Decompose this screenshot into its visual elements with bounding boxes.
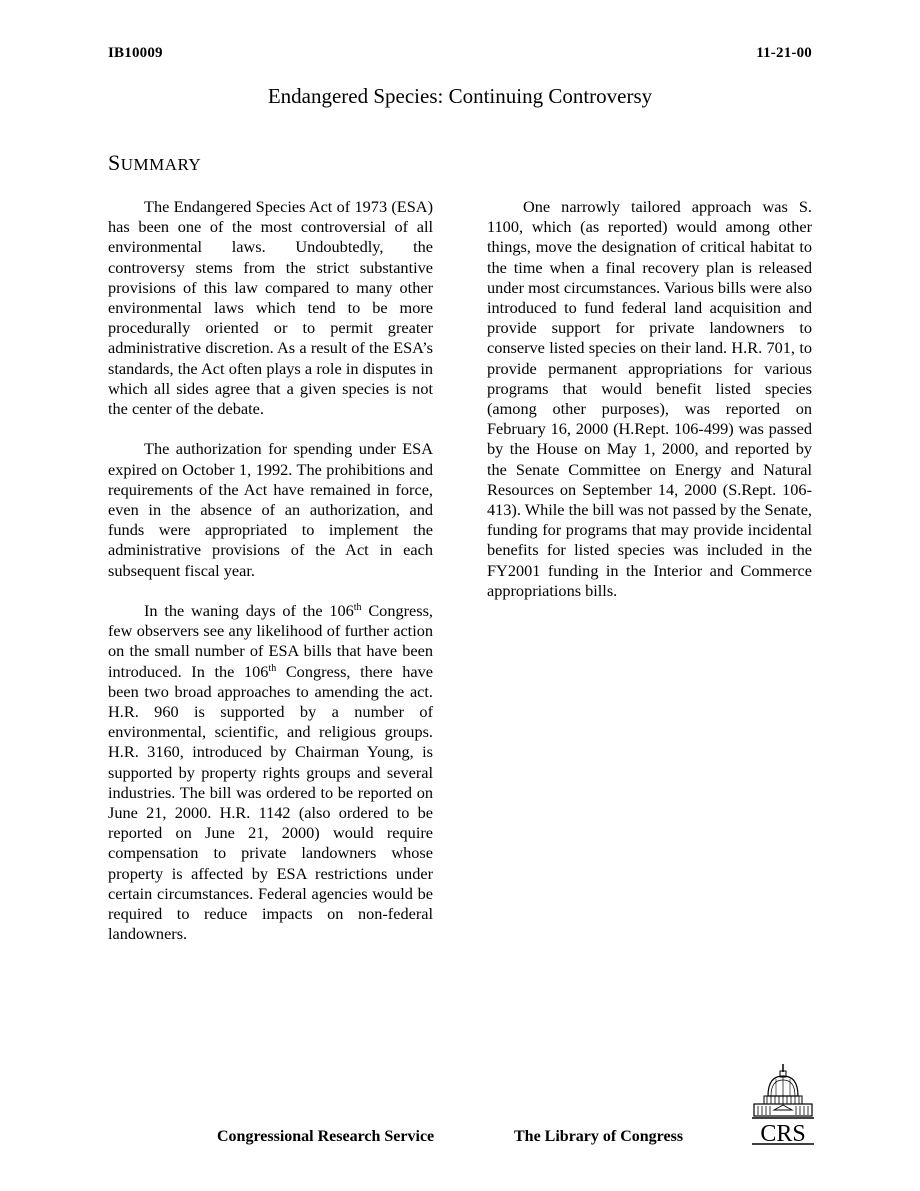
paragraph-tailored-approach: One narrowly tailored approach was S. 1100, which (as reported) would among other things, move the designation of critical habitat to the time when a final recovery plan is released under most circumstances. Various bills were also introduced to fund federal land acquisition and provide support for private landowners to conserve listed species on their land. H.R. 701, to provide permanent appropriations for various programs that would benefit listed species (among other purposes), was reported on February 16, 2000 (H.Rept. 106-499) was passed by the House on May 1, 2000, and reported by the Senate Committee on Energy and Natural Resources on September 14, 2000 (S.Rept. 106-413). While the bill was not passed by the Senate, funding for programs that may provide incidental benefits for listed species was included in the FY2001 funding in the Interior and Commerce appropriations bills. [487, 197, 812, 600]
paragraph-106th-congress [108, 601, 433, 944]
report-date: 11-21-00 [756, 45, 812, 61]
report-id: IB10009 [108, 45, 163, 61]
paragraph-authorization: The authorization for spending under ESA expired on October 1, 1992. The prohibitions and requirements of the Act have remained in force, even in the absence of an authorization, and funds were appropriated to implement the administrative provisions of the Act in each subsequent fiscal year. [108, 439, 433, 580]
heading-initial: S [108, 150, 121, 175]
text-segment: In the waning days of the 106 [144, 601, 354, 621]
crs-capitol-logo [752, 1062, 814, 1146]
heading-rest: UMMARY [120, 155, 202, 174]
left-column [108, 197, 433, 965]
ordinal-suffix: th [268, 662, 277, 674]
text-segment: Congress, there have been two broad approaches to amending the act. H.R. 960 is supported by a number of environmental, scientific, and religious groups. H.R. 3160, introduced by Chairman Young, is supported by property rights groups and several industries. The bill was ordered to be reported on June 21, 2000. H.R. 1142 (also ordered to be reported on June 21, 2000) would require compensation to private landowners whose property is affected by ESA restrictions under certain circumstances. Federal agencies would be required to reduce impacts on non-federal landowners. [108, 661, 433, 944]
section-heading-summary [108, 150, 201, 176]
text-segment: Congress, few observers see any likelihood of further action on the small number of ESA bills that have been introduced. In the 106 [108, 601, 433, 681]
page-title: Endangered Species: Continuing Controversy [267, 84, 653, 108]
right-column [487, 197, 812, 621]
footer-library: The Library of Congress [514, 1128, 684, 1145]
footer-crs: Congressional Research Service [217, 1128, 435, 1145]
crs-logo-text: CRS [760, 1121, 806, 1146]
ordinal-suffix: th [353, 602, 362, 614]
paragraph-esa-overview: The Endangered Species Act of 1973 (ESA) has been one of the most controversial of all environmental laws. Undoubtedly, the controversy stems from the strict substantive provisions of this law compared to many other environmental laws which tend to be more procedurally oriented or to permit greater administrative discretion. As a result of the ESA’s standards, the Act often plays a role in disputes in which all sides agree that a given species is not the center of the debate. [108, 197, 433, 419]
